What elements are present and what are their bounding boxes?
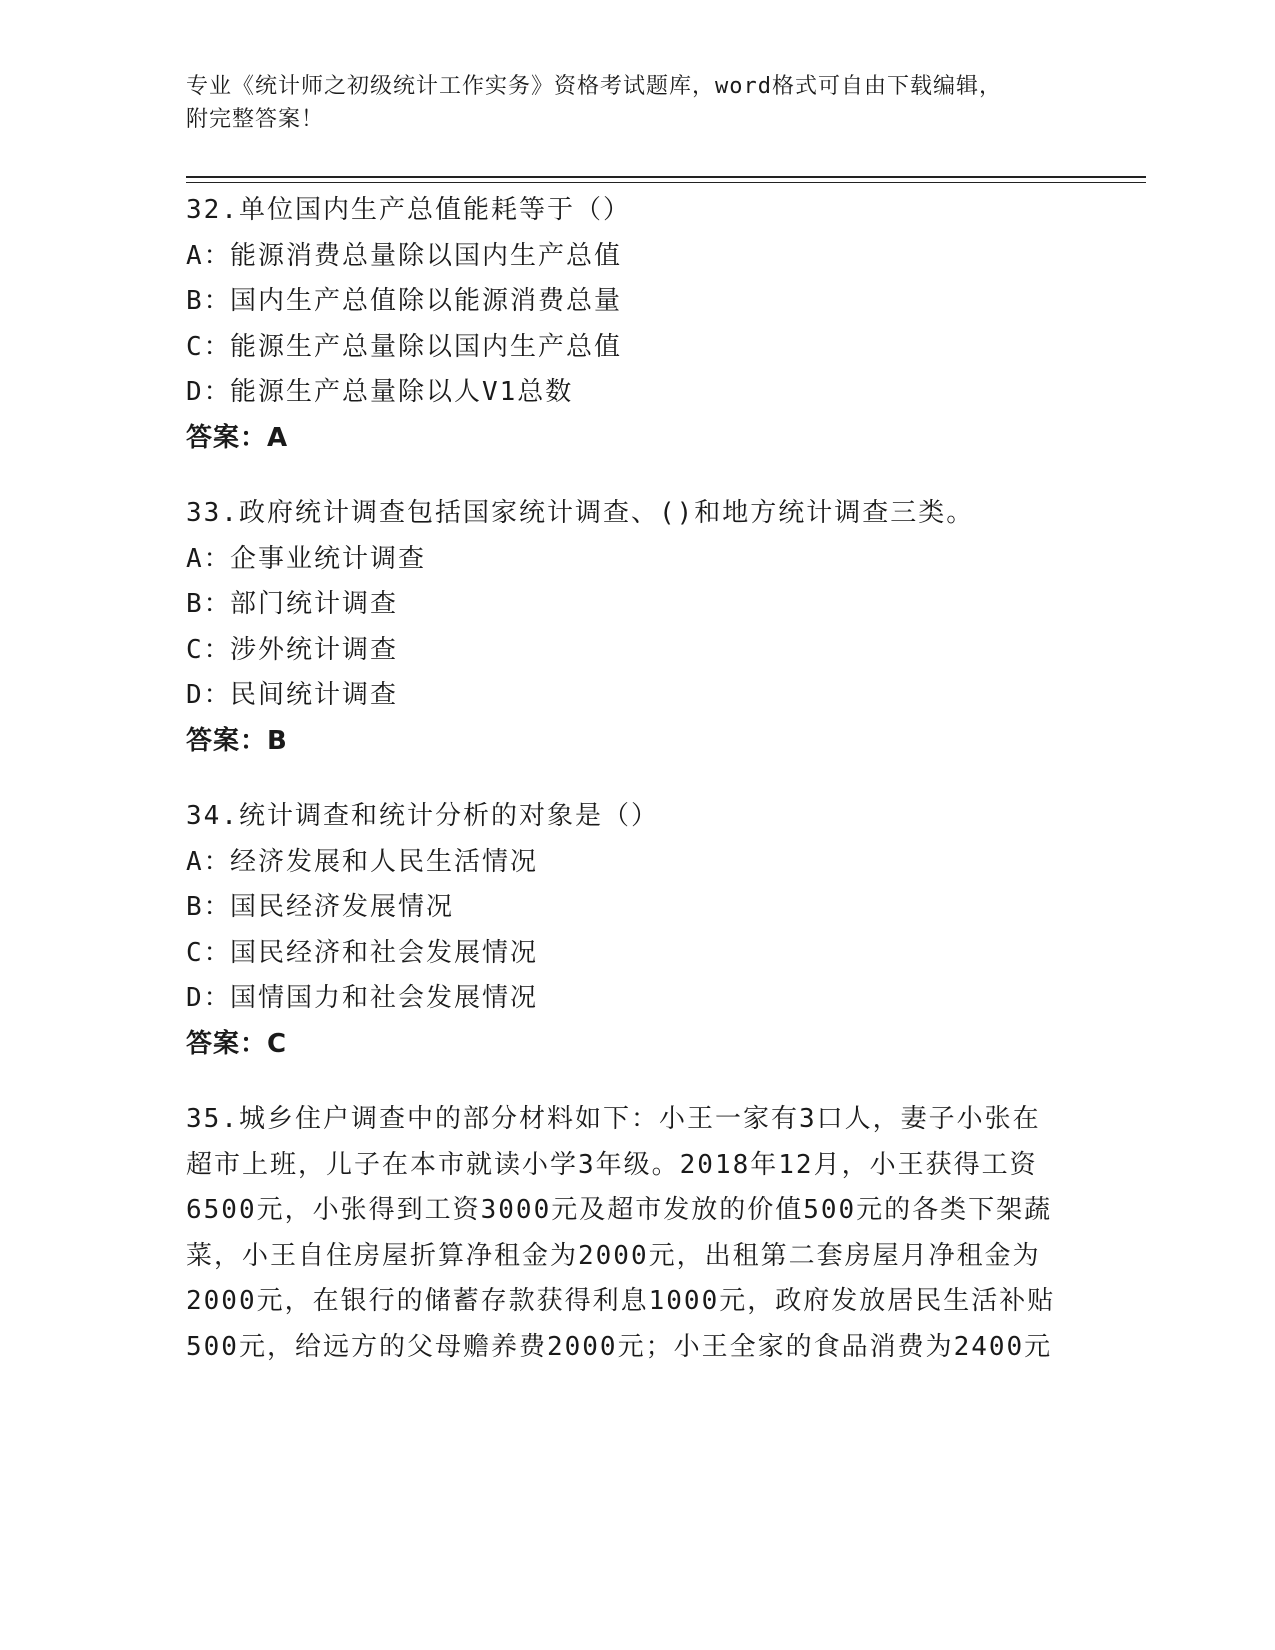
option-b: [186, 279, 1086, 325]
option-key: C：: [186, 634, 232, 665]
header-line-1: 专业《统计师之初级统计工作实务》资格考试题库，word格式可自由下载编辑，: [186, 74, 1002, 99]
question-32: [186, 188, 1086, 461]
option-d: [186, 976, 1086, 1022]
option-text: 能源生产总量除以国内生产总值: [230, 331, 623, 362]
option-c: [186, 325, 1086, 371]
option-text: 能源生产总量除以人V1总数: [230, 377, 574, 407]
option-text: 涉外统计调查: [230, 634, 399, 665]
option-text: 国内生产总值除以能源消费总量: [230, 286, 623, 316]
answer: 答案：C: [186, 1028, 288, 1059]
option-key: A：: [186, 543, 232, 574]
question-stem: 33.政府统计调查包括国家统计调查、()和地方统计调查三类。: [186, 498, 975, 528]
question-33: [186, 491, 1086, 764]
option-key: B：: [186, 286, 232, 316]
option-key: D：: [186, 983, 232, 1013]
answer: 答案：A: [186, 422, 289, 453]
question-stem-line: 500元，给远方的父母赡养费2000元；小王全家的食品消费为2400元: [186, 1331, 1053, 1362]
option-text: 国情国力和社会发展情况: [230, 983, 539, 1013]
option-text: 能源消费总量除以国内生产总值: [230, 240, 623, 271]
option-key: D：: [186, 680, 232, 710]
header-rule-thick: [186, 176, 1146, 178]
question-list: [186, 188, 1086, 1400]
option-c: [186, 628, 1086, 674]
option-key: C：: [186, 937, 232, 968]
option-text: 部门统计调查: [230, 589, 399, 619]
option-text: 民间统计调查: [230, 680, 399, 710]
question-stem: 32.单位国内生产总值能耗等于（）: [186, 195, 631, 225]
option-key: B：: [186, 892, 232, 922]
option-a: [186, 234, 1086, 280]
option-d: [186, 370, 1086, 416]
option-key: A：: [186, 240, 232, 271]
option-text: 国民经济发展情况: [230, 892, 455, 922]
option-text: 国民经济和社会发展情况: [230, 937, 539, 968]
option-c: [186, 931, 1086, 977]
option-a: [186, 840, 1086, 886]
option-b: [186, 885, 1086, 931]
option-text: 企事业统计调查: [230, 543, 427, 574]
option-key: C：: [186, 331, 232, 362]
option-key: D：: [186, 377, 232, 407]
document-header: [186, 70, 1086, 136]
answer: 答案：B: [186, 725, 288, 756]
question-stem-line: 6500元，小张得到工资3000元及超市发放的价值500元的各类下架蔬: [186, 1195, 1053, 1225]
question-stem-line: 超市上班，儿子在本市就读小学3年级。2018年12月，小王获得工资: [186, 1149, 1038, 1180]
question-34: [186, 794, 1086, 1067]
header-rule-thin: [186, 182, 1146, 183]
question-35: [186, 1097, 1076, 1370]
option-d: [186, 673, 1086, 719]
question-stem: 34.统计调查和统计分析的对象是（）: [186, 801, 659, 831]
option-a: [186, 537, 1086, 583]
question-stem-line: 35.城乡住户调查中的部分材料如下：小王一家有3口人，妻子小张在: [186, 1104, 1041, 1134]
question-stem-line: 2000元，在银行的储蓄存款获得利息1000元，政府发放居民生活补贴: [186, 1286, 1056, 1316]
option-key: B：: [186, 589, 232, 619]
option-key: A：: [186, 846, 232, 877]
question-stem-line: 菜，小王自住房屋折算净租金为2000元，出租第二套房屋月净租金为: [186, 1240, 1041, 1271]
header-line-2: 附完整答案！: [186, 107, 325, 132]
option-text: 经济发展和人民生活情况: [230, 846, 539, 877]
option-b: [186, 582, 1086, 628]
